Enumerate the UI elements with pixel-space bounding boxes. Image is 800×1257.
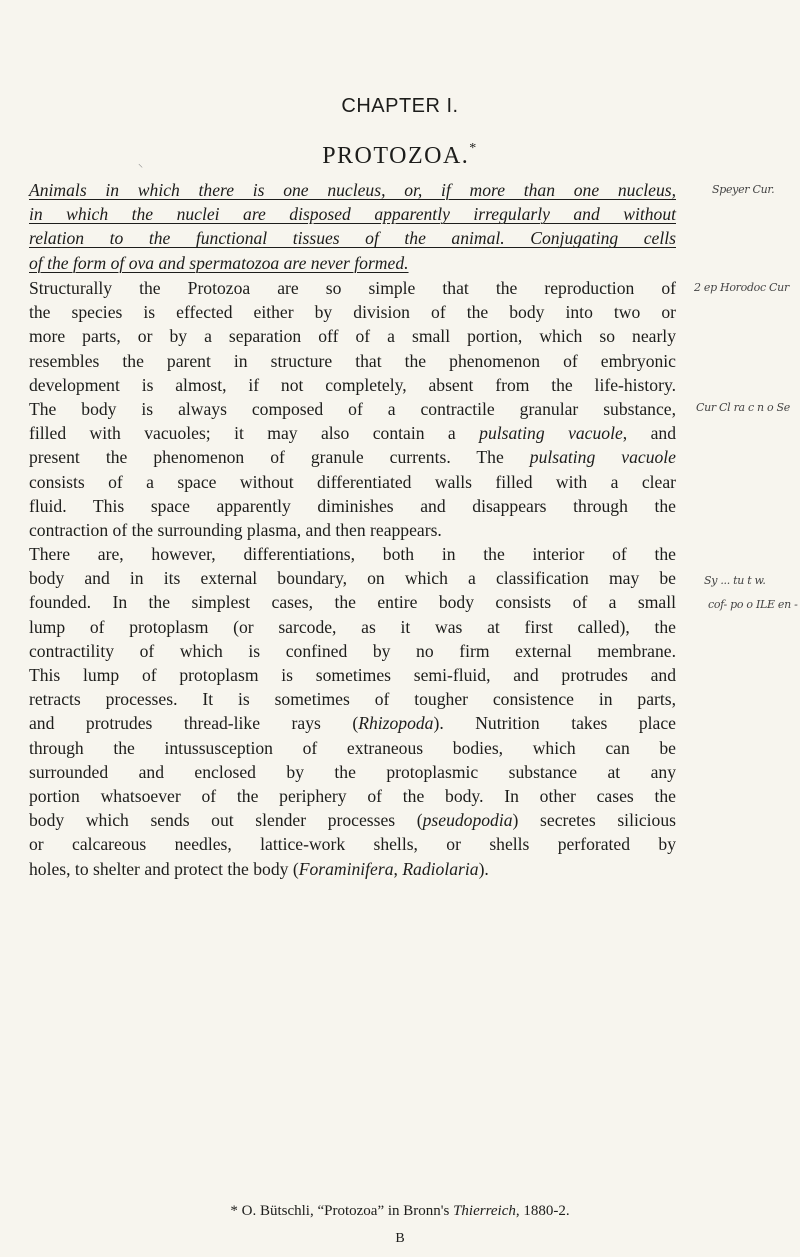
heading-line: in which the nuclei are disposed apparently irregularly and without bbox=[29, 204, 676, 225]
body-line: founded. In the simplest cases, the entire body consists of a small bbox=[29, 592, 676, 613]
chapter-heading: CHAPTER I. bbox=[341, 95, 459, 117]
margin-note: Speyer Cur. bbox=[712, 183, 775, 196]
small-mark: ⸌ bbox=[138, 163, 143, 174]
margin-note: Cur Cl ra c n o Se bbox=[696, 401, 791, 414]
body-line: This lump of protoplasm is sometimes semi-fluid, and protrudes and bbox=[29, 665, 676, 685]
body-line: through the intussusception of extraneous bodies, which can be bbox=[29, 737, 676, 758]
body-line: development is almost, if not completely, absent from the life-history. bbox=[29, 374, 676, 395]
body-line: holes, to shelter and protect the body (Foraminifera, Radiolaria). bbox=[29, 858, 489, 879]
body-line: surrounded and enclosed by the protoplasmic substance at any bbox=[29, 761, 676, 782]
heading-line: relation to the functional tissues of the animal. Conjugating cells bbox=[29, 228, 676, 249]
body-line: body and in its external boundary, on which a classification may be bbox=[29, 568, 676, 589]
body-line: resembles the parent in structure that the phenomenon of embryonic bbox=[29, 350, 676, 371]
body-line: consists of a space without differentiated walls filled with a clear bbox=[29, 471, 676, 492]
title-footnote-marker: * bbox=[469, 141, 478, 156]
body-line: portion whatsoever of the periphery of the body. In other cases the bbox=[29, 785, 676, 806]
body-line: Structurally the Protozoa are so simple that the reproduction of bbox=[29, 278, 676, 298]
body-line: body which sends out slender processes (pseudopodia) secretes silicious bbox=[29, 810, 676, 831]
body-line: or calcareous needles, lattice-work shells, or shells perforated by bbox=[29, 834, 676, 855]
signature-mark: B bbox=[395, 1231, 405, 1246]
body-line: and protrudes thread-like rays (Rhizopoda). Nutrition takes place bbox=[29, 713, 676, 734]
page-title bbox=[0, 143, 800, 170]
body-line: the species is effected either by division of the body into two or bbox=[29, 302, 676, 323]
heading-paragraph bbox=[29, 178, 676, 275]
body-line: contraction of the surrounding plasma, and then reappears. bbox=[29, 519, 442, 540]
margin-note: cof- po o ILE en - bbox=[708, 598, 798, 611]
body-line: The body is always composed of a contractile granular substance, bbox=[29, 398, 676, 419]
footnote: * O. Bütschli, “Protozoa” in Bronn's Thierreich, 1880-2. bbox=[230, 1203, 570, 1219]
body-line: lump of protoplasm (or sarcode, as it was at first called), the bbox=[29, 616, 676, 637]
body-line: retracts processes. It is sometimes of tougher consistence in parts, bbox=[29, 689, 676, 710]
body-line: more parts, or by a separation off of a small portion, which so nearly bbox=[29, 326, 676, 347]
body-line: filled with vacuoles; it may also contain a pulsating vacuole, and bbox=[29, 423, 676, 444]
heading-line: of the form of ova and spermatozoa are never formed. bbox=[29, 252, 409, 273]
body-text bbox=[29, 276, 676, 881]
body-line: contractility of which is confined by no firm external membrane. bbox=[29, 640, 676, 661]
body-line: fluid. This space apparently diminishes and disappears through the bbox=[29, 495, 676, 516]
margin-note: 2 ep Horodoc Cur bbox=[694, 281, 789, 294]
title-text: PROTOZOA. bbox=[322, 143, 470, 169]
body-line: present the phenomenon of granule currents. The pulsating vacuole bbox=[29, 447, 676, 468]
margin-note: Sy ... tu t w. bbox=[704, 574, 766, 587]
body-line: There are, however, differentiations, both in the interior of the bbox=[29, 544, 676, 565]
heading-line: Animals in which there is one nucleus, or, if more than one nucleus, bbox=[29, 180, 676, 200]
